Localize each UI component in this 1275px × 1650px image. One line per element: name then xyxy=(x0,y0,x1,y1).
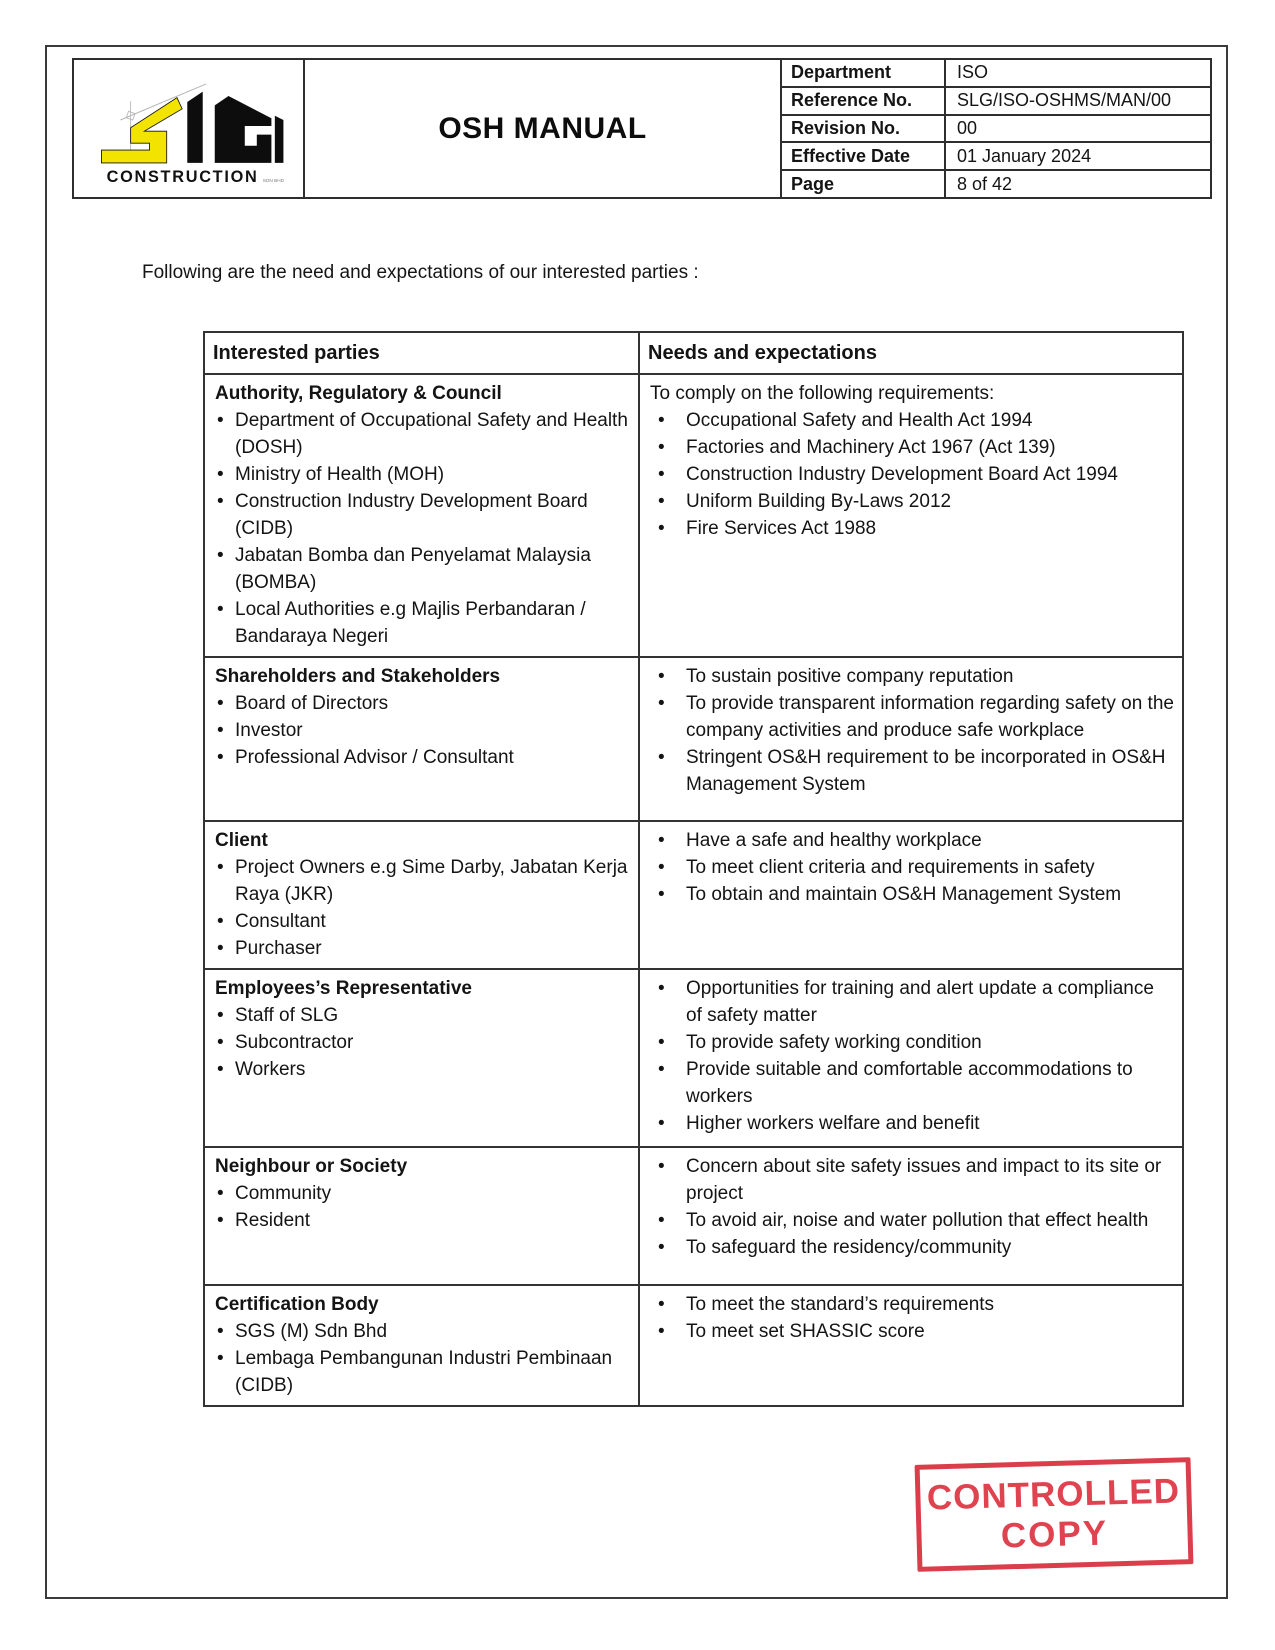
logo-suffix-text: SDN BHD xyxy=(262,178,284,184)
bullet-list xyxy=(213,1318,630,1399)
info-row-reference xyxy=(782,88,1210,116)
info-value: 8 of 42 xyxy=(957,173,1013,194)
stamp-text-line2: COPY xyxy=(1000,1513,1109,1555)
list-item: • SGS (M) Sdn Bhd xyxy=(213,1318,630,1345)
info-label: Effective Date xyxy=(782,143,946,169)
party-cell xyxy=(204,657,639,821)
needs-cell xyxy=(639,1285,1183,1406)
company-logo xyxy=(74,60,305,197)
party-heading: Authority, Regulatory & Council xyxy=(215,383,502,404)
party-heading: Neighbour or Society xyxy=(215,1156,408,1177)
bullet-list xyxy=(213,407,630,650)
list-item: • Provide suitable and comfortable accommodations to workers xyxy=(648,1056,1174,1110)
document-info-table xyxy=(782,60,1210,197)
bullet-list xyxy=(213,854,630,962)
intro-text: Following are the need and expectations of our interested parties : xyxy=(142,262,699,283)
party-cell xyxy=(204,1285,639,1406)
list-item: • Purchaser xyxy=(213,935,630,962)
stamp-text-line1: CONTROLLED xyxy=(926,1470,1181,1518)
list-item: • To obtain and maintain OS&H Management System xyxy=(648,881,1174,908)
list-item: • Factories and Machinery Act 1967 (Act 139) xyxy=(648,434,1174,461)
needs-cell xyxy=(639,821,1183,969)
needs-cell xyxy=(639,969,1183,1147)
list-item: • Resident xyxy=(213,1207,630,1234)
list-item: • Construction Industry Development Board Act 1994 xyxy=(648,461,1174,488)
party-cell xyxy=(204,821,639,969)
table-header-row xyxy=(204,332,1183,374)
table-row-employees-representative xyxy=(204,969,1183,1147)
needs-cell xyxy=(639,657,1183,821)
logo-letter-g xyxy=(214,95,271,162)
controlled-copy-stamp xyxy=(915,1457,1194,1572)
table-row-client xyxy=(204,821,1183,969)
list-item: • Department of Occupational Safety and Health (DOSH) xyxy=(213,407,630,461)
info-row-effective-date xyxy=(782,143,1210,171)
list-item: • Board of Directors xyxy=(213,690,630,717)
list-item: • To provide transparent information regarding safety on the company activities and produce safe workplace xyxy=(648,690,1174,744)
list-item: • Project Owners e.g Sime Darby, Jabatan Kerja Raya (JKR) xyxy=(213,854,630,908)
bullet-list xyxy=(648,1291,1174,1345)
list-item: • Occupational Safety and Health Act 1994 xyxy=(648,407,1174,434)
document-title: OSH MANUAL xyxy=(438,111,647,145)
bullet-list xyxy=(648,1153,1174,1261)
info-value: SLG/ISO-OSHMS/MAN/00 xyxy=(957,90,1172,111)
info-value: 01 January 2024 xyxy=(957,145,1092,166)
logo-wordmark: CONSTRUCTION xyxy=(106,167,258,186)
party-heading: Certification Body xyxy=(215,1294,379,1315)
list-item: • Higher workers welfare and benefit xyxy=(648,1110,1174,1137)
table-row-authority xyxy=(204,374,1183,657)
list-item: • Subcontractor xyxy=(213,1029,630,1056)
party-heading: Employees’s Representative xyxy=(215,978,472,999)
list-item: • Ministry of Health (MOH) xyxy=(213,461,630,488)
bullet-list xyxy=(648,663,1174,798)
column-header-needs-expectations: Needs and expectations xyxy=(639,332,1183,374)
party-cell xyxy=(204,969,639,1147)
list-item: • To provide safety working condition xyxy=(648,1029,1174,1056)
list-item: • To sustain positive company reputation xyxy=(648,663,1174,690)
title-cell xyxy=(305,60,782,197)
list-item: • Uniform Building By-Laws 2012 xyxy=(648,488,1174,515)
table-row-shareholders xyxy=(204,657,1183,821)
logo-letter-s xyxy=(101,97,182,162)
table-row-neighbour-society xyxy=(204,1147,1183,1285)
needs-intro: To comply on the following requirements: xyxy=(650,383,995,404)
needs-cell xyxy=(639,1147,1183,1285)
bullet-list xyxy=(213,1180,630,1234)
list-item: • Jabatan Bomba dan Penyelamat Malaysia (BOMBA) xyxy=(213,542,630,596)
list-item: • Workers xyxy=(213,1056,630,1083)
party-heading: Client xyxy=(215,830,268,851)
logo-letter-g-bar xyxy=(274,115,283,162)
info-label: Department xyxy=(782,60,946,86)
info-value: 00 xyxy=(957,117,978,138)
list-item: • Construction Industry Development Board (CIDB) xyxy=(213,488,630,542)
bullet-list xyxy=(648,407,1174,542)
list-item: • Concern about site safety issues and impact to its site or project xyxy=(648,1153,1174,1207)
info-label: Revision No. xyxy=(782,116,946,142)
interested-parties-table xyxy=(203,331,1184,1407)
party-cell xyxy=(204,374,639,657)
bullet-list xyxy=(213,690,630,771)
list-item: • To avoid air, noise and water pollution that effect health xyxy=(648,1207,1174,1234)
bullet-list xyxy=(213,1002,630,1083)
document-header xyxy=(72,58,1212,199)
list-item: • Lembaga Pembangunan Industri Pembinaan (CIDB) xyxy=(213,1345,630,1399)
list-item: • Investor xyxy=(213,717,630,744)
table-row-certification-body xyxy=(204,1285,1183,1406)
list-item: • To meet the standard’s requirements xyxy=(648,1291,1174,1318)
info-row-revision xyxy=(782,116,1210,144)
list-item: • Consultant xyxy=(213,908,630,935)
list-item: • Fire Services Act 1988 xyxy=(648,515,1174,542)
list-item: • Community xyxy=(213,1180,630,1207)
list-item: • Opportunities for training and alert update a compliance of safety matter xyxy=(648,975,1174,1029)
column-header-interested-parties: Interested parties xyxy=(204,332,639,374)
info-label: Page xyxy=(782,171,946,197)
needs-cell xyxy=(639,374,1183,657)
list-item: • Professional Advisor / Consultant xyxy=(213,744,630,771)
slg-logo-graphic xyxy=(86,66,292,192)
info-label: Reference No. xyxy=(782,88,946,114)
list-item: • To meet set SHASSIC score xyxy=(648,1318,1174,1345)
bullet-list xyxy=(648,975,1174,1137)
info-value: ISO xyxy=(957,62,989,83)
list-item: • Local Authorities e.g Majlis Perbandaran / Bandaraya Negeri xyxy=(213,596,630,650)
list-item: • To safeguard the residency/community xyxy=(648,1234,1174,1261)
party-heading: Shareholders and Stakeholders xyxy=(215,666,501,687)
list-item: • Staff of SLG xyxy=(213,1002,630,1029)
info-row-department xyxy=(782,60,1210,88)
bullet-list xyxy=(648,827,1174,908)
info-row-page xyxy=(782,171,1210,197)
list-item: • Have a safe and healthy workplace xyxy=(648,827,1174,854)
logo-letter-l xyxy=(187,91,202,162)
list-item: • Stringent OS&H requirement to be incorporated in OS&H Management System xyxy=(648,744,1174,798)
list-item: • To meet client criteria and requirements in safety xyxy=(648,854,1174,881)
party-cell xyxy=(204,1147,639,1285)
